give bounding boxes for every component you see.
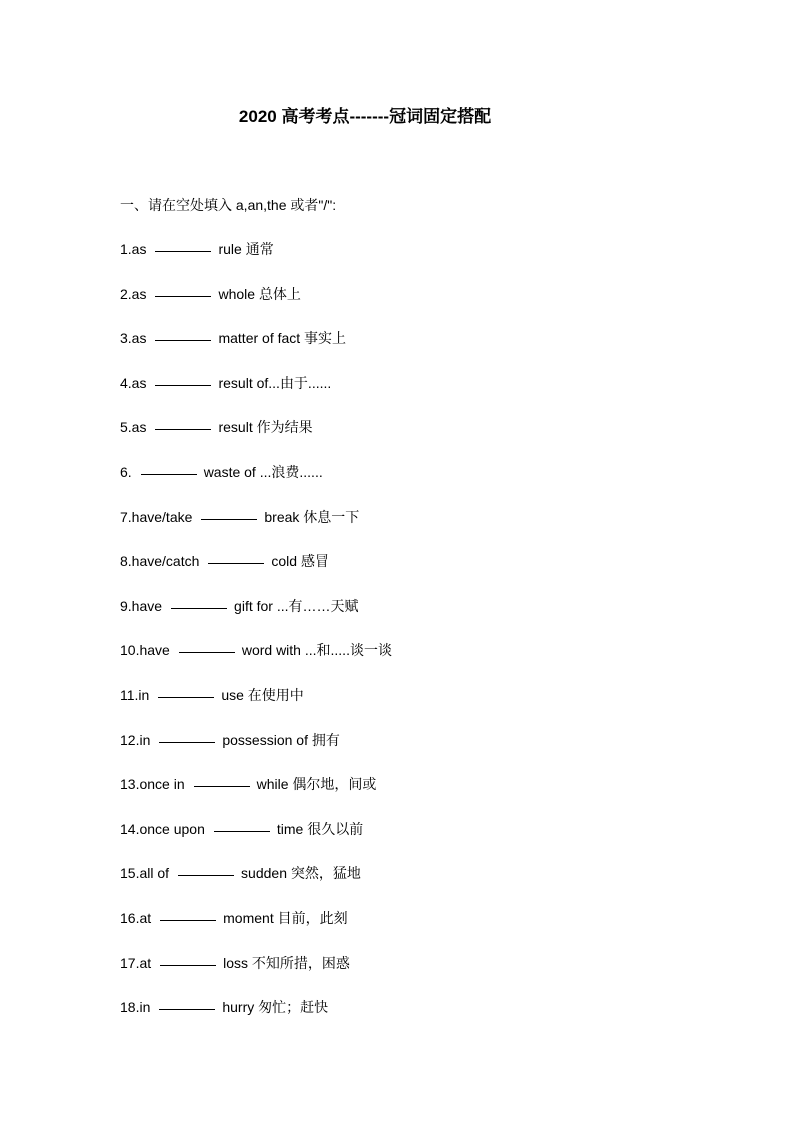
item-prefix: 3.as [120, 330, 147, 347]
item-prefix: 5.as [120, 419, 147, 436]
item-prefix: 17.at [120, 954, 152, 971]
exercise-item-1 [120, 238, 392, 283]
item-prefix: 10.have [120, 642, 170, 659]
answer-blank [178, 874, 234, 876]
item-prefix: 13.once in [120, 776, 185, 793]
item-prefix: 9.have [120, 597, 163, 614]
exercise-item-10 [120, 639, 392, 684]
exercise-item-6 [120, 461, 392, 506]
item-suffix: gift for ...有……天赋 [234, 597, 359, 614]
exercise-list [120, 238, 392, 1041]
item-prefix: 8.have/catch [120, 553, 200, 570]
exercise-item-16 [120, 907, 392, 952]
exercise-item-11 [120, 684, 392, 729]
exercise-item-8 [120, 550, 392, 595]
item-suffix: break 休息一下 [264, 508, 360, 525]
item-prefix: 12.in [120, 731, 151, 748]
item-prefix: 18.in [120, 999, 151, 1016]
item-prefix: 14.once upon [120, 820, 205, 837]
answer-blank [155, 339, 211, 341]
answer-blank [179, 651, 235, 653]
answer-blank [155, 428, 211, 430]
item-suffix: whole 总体上 [218, 285, 301, 302]
item-suffix: result 作为结果 [218, 419, 313, 436]
exercise-item-13 [120, 773, 392, 818]
item-prefix: 16.at [120, 909, 152, 926]
answer-blank [208, 562, 264, 564]
item-suffix: use 在使用中 [221, 686, 304, 703]
answer-blank [160, 919, 216, 921]
answer-blank [194, 785, 250, 787]
exercise-item-17 [120, 952, 392, 997]
item-suffix: moment 目前，此刻 [223, 909, 348, 926]
answer-blank [214, 830, 270, 832]
item-prefix: 2.as [120, 285, 147, 302]
answer-blank [158, 696, 214, 698]
exercise-item-7 [120, 506, 392, 551]
item-suffix: cold 感冒 [271, 553, 329, 570]
exercise-item-14 [120, 818, 392, 863]
item-suffix: rule 通常 [218, 241, 274, 257]
answer-blank [171, 607, 227, 609]
item-prefix: 6. [120, 463, 132, 480]
answer-blank [155, 250, 211, 252]
item-prefix: 15.all of [120, 865, 170, 882]
exercise-item-15 [120, 862, 392, 907]
exercise-instruction: 一、请在空处填入 a,an,the 或者"/": [120, 197, 337, 213]
item-suffix: time 很久以前 [276, 820, 364, 837]
item-prefix: 7.have/take [120, 508, 193, 525]
item-prefix: 4.as [120, 374, 147, 391]
item-suffix: sudden 突然，猛地 [241, 865, 361, 882]
exercise-item-5 [120, 416, 392, 461]
exercise-item-12 [120, 729, 392, 774]
answer-blank [141, 473, 197, 475]
item-suffix: word with ...和.....谈一谈 [241, 642, 392, 659]
item-suffix: possession of 拥有 [222, 731, 340, 748]
item-suffix: while 偶尔地，间或 [256, 776, 377, 793]
document-title: 2020 高考考点-------冠词固定搭配 [238, 107, 492, 126]
exercise-item-4 [120, 372, 392, 417]
item-suffix: waste of ...浪费...... [203, 463, 323, 480]
exercise-item-3 [120, 327, 392, 372]
exercise-item-2 [120, 283, 392, 328]
item-suffix: matter of fact 事实上 [218, 330, 347, 347]
item-suffix: hurry 匆忙；赶快 [222, 999, 329, 1016]
item-suffix: result of...由于...... [218, 374, 332, 391]
answer-blank [160, 964, 216, 966]
exercise-item-9 [120, 595, 392, 640]
item-suffix: loss 不知所措，困惑 [223, 954, 350, 971]
answer-blank [159, 1008, 215, 1010]
answer-blank [155, 384, 211, 386]
answer-blank [155, 295, 211, 297]
answer-blank [159, 741, 215, 743]
answer-blank [201, 518, 257, 520]
exercise-item-18 [120, 996, 392, 1041]
item-prefix: 1.as [120, 241, 147, 257]
item-prefix: 11.in [120, 686, 150, 703]
